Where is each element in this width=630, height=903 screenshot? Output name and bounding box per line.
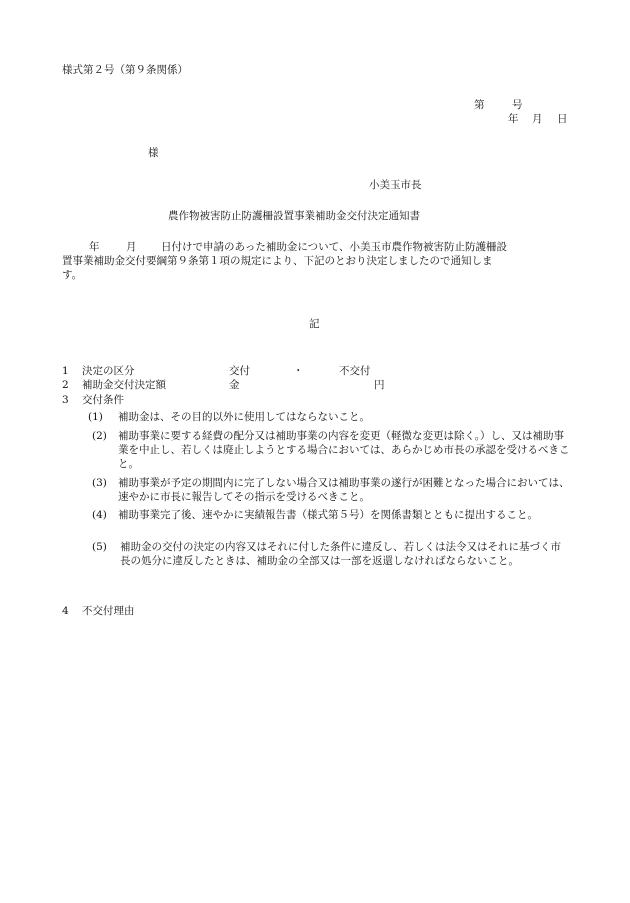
item3-label: 交付条件 (82, 394, 124, 406)
condition-text: 補助事業が予定の期間内に完了しない場合又は補助事業の遂行が困難となった場合においては、速やかに市長に報告してその指示を受けるべきこと。 (118, 477, 570, 503)
item1-label: 決定の区分 (82, 365, 135, 377)
item1-dot: ・ (293, 365, 304, 377)
doc-number-dai: 第 (474, 99, 485, 111)
condition-num: (1) (88, 411, 103, 423)
date-tsuki: 月 (532, 113, 543, 125)
ki-heading: 記 (309, 318, 320, 330)
form-label: 様式第２号（第９条関係） (62, 64, 188, 76)
condition-text: 補助事業に要する経費の配分又は補助事業の内容を変更（軽微な変更は除く。）し、又は補助事業を中止し、若しくは廃止しようとする場合においては、あらかじめ市長の承認を受けるべきこと。 (118, 430, 570, 470)
intro-nen: 年 (89, 241, 100, 253)
issuer: 小美玉市長 (369, 179, 422, 191)
item1-option-kofu: 交付 (229, 365, 250, 377)
intro-text-line2: 置事業補助金交付要綱第９条第１項の規定により、下記のとおり決定しましたので通知しま (62, 255, 493, 267)
condition-num: (4) (92, 509, 107, 521)
addressee-sama: 様 (148, 147, 159, 159)
item2-kin: 金 (229, 379, 240, 391)
item4-num: 4 (62, 605, 69, 617)
condition-text: 補助金は、その目的以外に使用してはならないこと。 (118, 411, 370, 423)
date-hi: 日 (557, 113, 568, 125)
item2-num: 2 (62, 379, 69, 391)
condition-text: 補助事業完了後、速やかに実績報告書（様式第５号）を関係書類とともに提出すること。 (118, 509, 538, 521)
condition-text: 補助金の交付の決定の内容又はそれに付した条件に違反し、若しくは法令又はそれに基づく市長の処分に違反したときは、補助金の全部又は一部を返還しなければならないこと。 (120, 541, 561, 567)
condition-num: (5) (92, 541, 107, 553)
item4-label: 不交付理由 (82, 605, 135, 617)
intro-text-line3: す。 (62, 269, 83, 281)
intro-tsuki: 月 (126, 241, 137, 253)
condition-num: (3) (92, 477, 107, 489)
item1-option-fukofu: 不交付 (339, 365, 371, 377)
condition-num: (2) (92, 430, 107, 442)
item3-num: 3 (62, 394, 69, 406)
doc-number-go: 号 (512, 99, 523, 111)
item1-num: 1 (62, 365, 69, 377)
item2-en: 円 (374, 379, 385, 391)
document-title: 農作物被害防止防護柵設置事業補助金交付決定通知書 (168, 210, 420, 222)
date-nen: 年 (508, 113, 519, 125)
item2-label: 補助金交付決定額 (82, 379, 166, 391)
intro-text-line1: 日付けで申請のあった補助金について、小美玉市農作物被害防止防護柵設 (161, 241, 507, 253)
